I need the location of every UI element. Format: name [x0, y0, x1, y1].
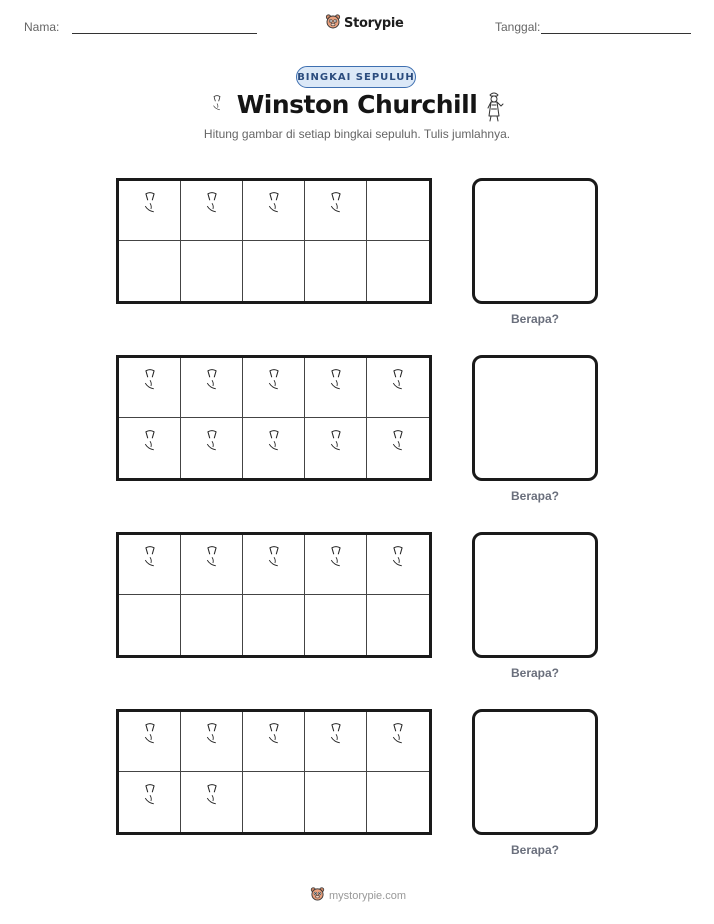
- splat-icon: [193, 366, 231, 409]
- splat-icon: [255, 720, 293, 763]
- frame-cell: [367, 358, 429, 418]
- ten-frame: [116, 532, 432, 658]
- frame-cell: [243, 712, 305, 772]
- splat-icon: [317, 543, 355, 586]
- frame-cell: [119, 241, 181, 301]
- splat-icon: [131, 781, 169, 824]
- answer-box[interactable]: [472, 709, 598, 835]
- splat-icon: [379, 427, 417, 470]
- ten-frame: [116, 355, 432, 481]
- splat-icon: [255, 427, 293, 470]
- splat-icon: [379, 543, 417, 586]
- frame-cell: [367, 772, 429, 832]
- ten-frame: [116, 178, 432, 304]
- frame-cell: [305, 241, 367, 301]
- frame-cell: [181, 181, 243, 241]
- frame-cell: [243, 595, 305, 655]
- how-many-label: Berapa?: [510, 312, 560, 326]
- frame-cell: [243, 772, 305, 832]
- frame-cell: [181, 535, 243, 595]
- splat-icon: [317, 366, 355, 409]
- frame-cell: [367, 595, 429, 655]
- answer-box[interactable]: [472, 355, 598, 481]
- frame-cell: [243, 358, 305, 418]
- splat-icon: [317, 720, 355, 763]
- splat-icon: [255, 543, 293, 586]
- instructions: Hitung gambar di setiap bingkai sepuluh. Tulis jumlahnya.: [203, 127, 511, 141]
- frame-cell: [367, 418, 429, 478]
- how-many-label: Berapa?: [510, 666, 560, 680]
- date-line[interactable]: [541, 33, 691, 34]
- frame-cell: [367, 535, 429, 595]
- footer: [310, 886, 406, 906]
- frame-cell: [119, 712, 181, 772]
- splat-icon: [379, 720, 417, 763]
- frame-cell: [181, 595, 243, 655]
- how-many-label: Berapa?: [510, 489, 560, 503]
- frame-cell: [243, 241, 305, 301]
- splat-icon: [193, 189, 231, 232]
- how-many-label: Berapa?: [510, 843, 560, 857]
- answer-box[interactable]: [472, 178, 598, 304]
- name-line[interactable]: [72, 33, 257, 34]
- frame-cell: [243, 418, 305, 478]
- page-title: Winston Churchill: [236, 90, 478, 119]
- brand-logo: [325, 13, 404, 34]
- splat-icon: [193, 427, 231, 470]
- ten-frame: [116, 709, 432, 835]
- splat-icon: [131, 427, 169, 470]
- splat-icon: [317, 189, 355, 232]
- splat-icon: [193, 781, 231, 824]
- frame-cell: [305, 595, 367, 655]
- frame-cell: [119, 418, 181, 478]
- frame-cell: [243, 181, 305, 241]
- frame-cell: [119, 535, 181, 595]
- frame-cell: [181, 712, 243, 772]
- splat-icon: [193, 720, 231, 763]
- frame-cell: [305, 712, 367, 772]
- name-label: Nama:: [24, 20, 60, 34]
- frame-cell: [181, 241, 243, 301]
- frame-cell: [243, 535, 305, 595]
- date-label: Tanggal:: [495, 20, 541, 34]
- frame-cell: [181, 772, 243, 832]
- bear-mascot-icon: [325, 13, 341, 34]
- splat-icon: [255, 366, 293, 409]
- frame-cell: [305, 772, 367, 832]
- frame-cell: [181, 358, 243, 418]
- frame-cell: [367, 181, 429, 241]
- splat-icon: [131, 543, 169, 586]
- frame-cell: [119, 358, 181, 418]
- frame-cell: [305, 358, 367, 418]
- splat-icon: [255, 189, 293, 232]
- bear-mascot-icon: [310, 886, 325, 906]
- frame-cell: [367, 241, 429, 301]
- frame-cell: [305, 181, 367, 241]
- churchill-figure-icon: [482, 90, 506, 127]
- footer-site: mystorypie.com: [329, 890, 407, 902]
- splat-icon: [131, 720, 169, 763]
- brand-name: Storypie: [344, 16, 404, 31]
- frame-cell: [367, 712, 429, 772]
- worksheet-type-badge: BINGKAI SEPULUH: [296, 66, 416, 88]
- frame-cell: [119, 181, 181, 241]
- answer-box[interactable]: [472, 532, 598, 658]
- splat-icon: [379, 366, 417, 409]
- splat-icon: [131, 189, 169, 232]
- frame-cell: [305, 418, 367, 478]
- splat-icon: [317, 427, 355, 470]
- splat-icon: [193, 543, 231, 586]
- frame-cell: [305, 535, 367, 595]
- frame-cell: [119, 595, 181, 655]
- splat-icon: [131, 366, 169, 409]
- frame-cell: [181, 418, 243, 478]
- frame-cell: [119, 772, 181, 832]
